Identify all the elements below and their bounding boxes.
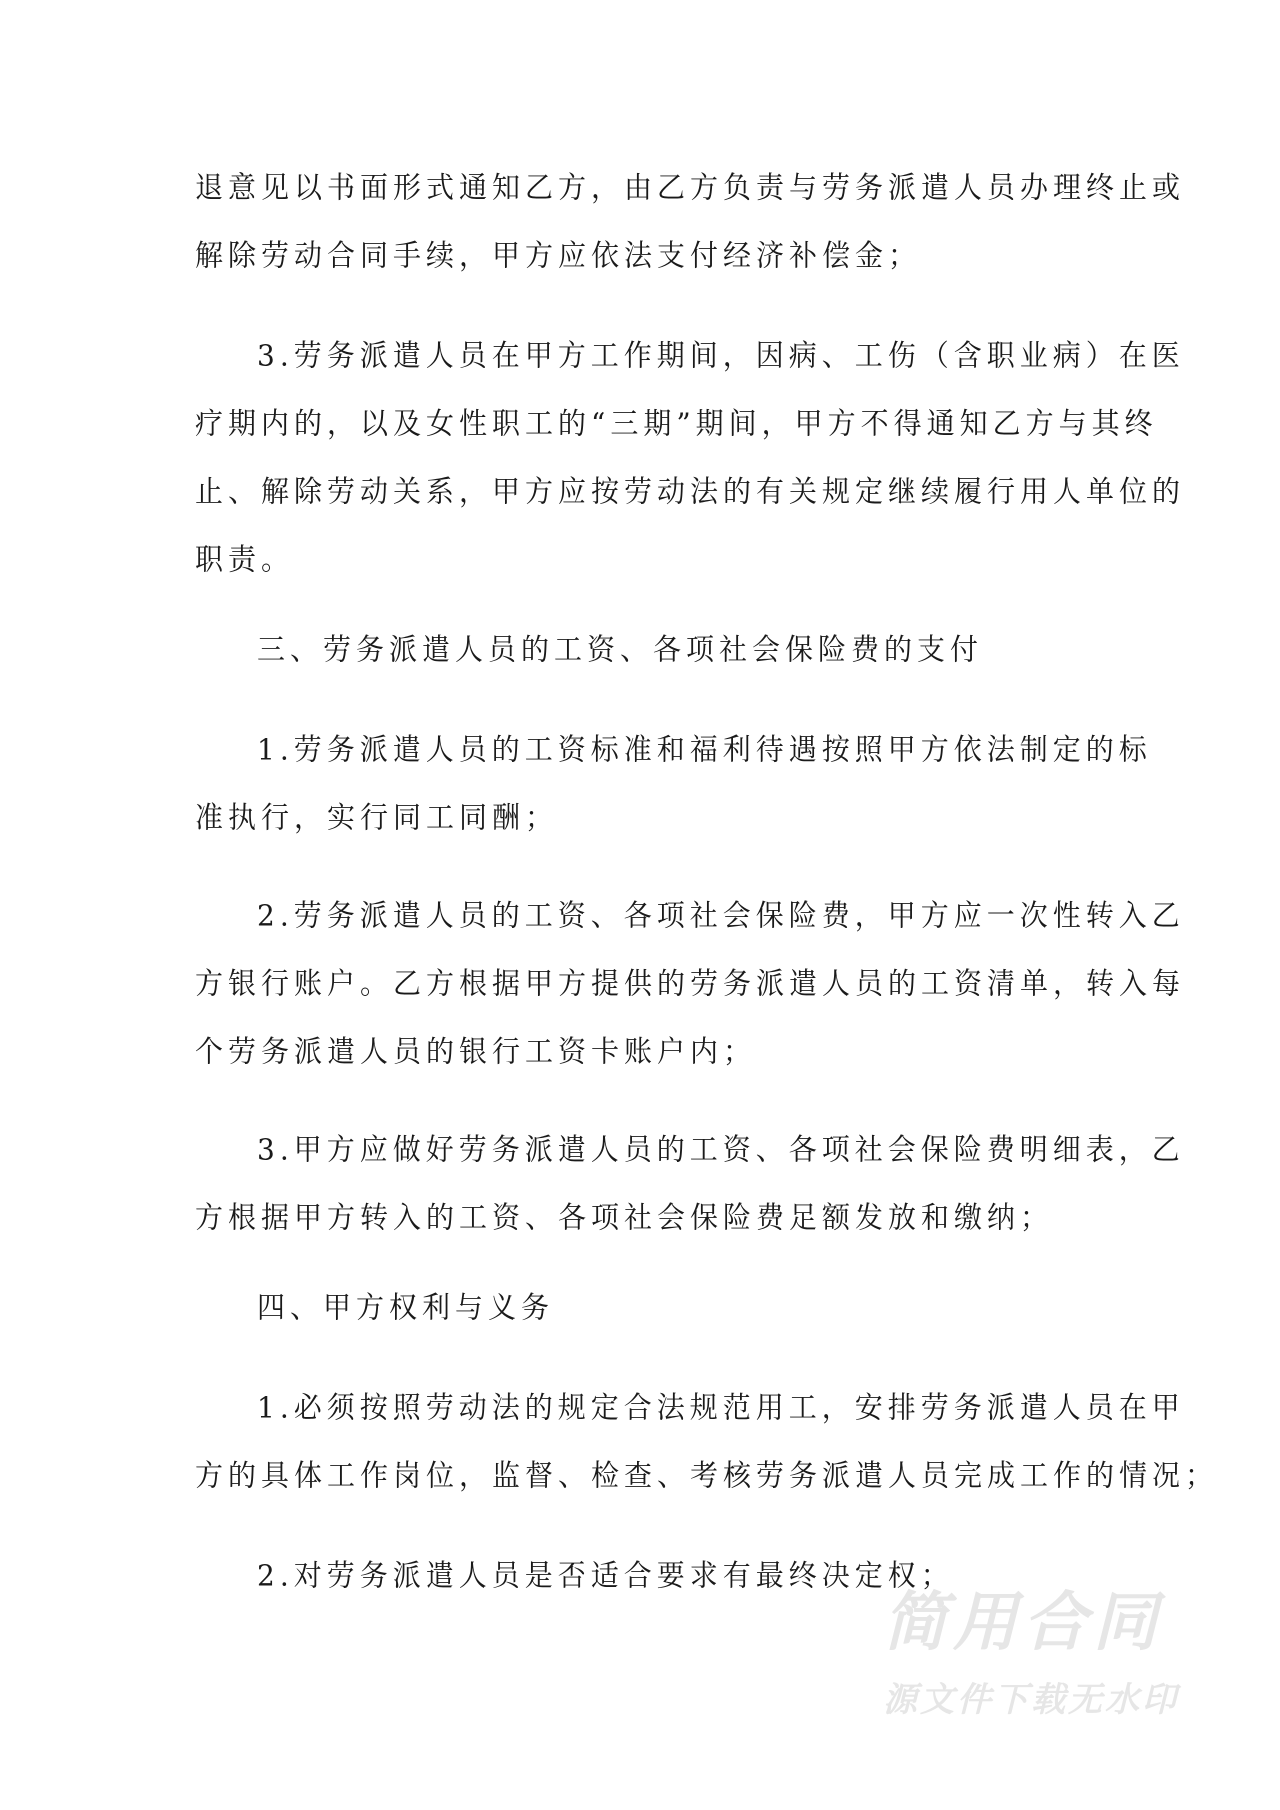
watermark-subtitle: 源文件下载无水印	[883, 1680, 1179, 1720]
body-text-line: 解除劳动合同手续，甲方应依法支付经济补偿金；	[195, 238, 922, 273]
clause-paragraph: 3.甲方应做好劳务派遣人员的工资、各项社会保险费明细表，乙	[257, 1132, 1185, 1167]
body-text-line: 止、解除劳动关系，甲方应按劳动法的有关规定继续履行用人单位的	[195, 474, 1186, 509]
body-text-line: 个劳务派遣人员的银行工资卡账户内；	[195, 1034, 757, 1069]
clause-paragraph: 2.劳务派遣人员的工资、各项社会保险费，甲方应一次性转入乙	[257, 898, 1185, 933]
clause-paragraph: 1.劳务派遣人员的工资标准和福利待遇按照甲方依法制定的标	[257, 732, 1152, 767]
body-text-line: 疗期内的，以及女性职工的“三期”期间，甲方不得通知乙方与其终	[195, 406, 1158, 441]
body-text-line: 方的具体工作岗位，监督、检查、考核劳务派遣人员完成工作的情况；	[195, 1458, 1219, 1493]
body-text-line: 退意见以书面形式通知乙方，由乙方负责与劳务派遣人员办理终止或	[195, 170, 1186, 205]
body-text-line: 准执行，实行同工同酬；	[195, 800, 559, 835]
clause-paragraph: 2.对劳务派遣人员是否适合要求有最终决定权；	[257, 1558, 954, 1593]
section-heading: 三、劳务派遣人员的工资、各项社会保险费的支付	[257, 632, 984, 667]
watermark-logo-text: 简用合同	[883, 1586, 1163, 1660]
section-heading: 四、甲方权利与义务	[257, 1290, 555, 1325]
body-text-line: 方银行账户。乙方根据甲方提供的劳务派遣人员的工资清单，转入每	[195, 966, 1186, 1001]
clause-paragraph: 1.必须按照劳动法的规定合法规范用工，安排劳务派遣人员在甲	[257, 1390, 1185, 1425]
body-text-line: 职责。	[195, 542, 295, 577]
clause-paragraph: 3.劳务派遣人员在甲方工作期间，因病、工伤（含职业病）在医	[257, 338, 1185, 373]
body-text-line: 方根据甲方转入的工资、各项社会保险费足额发放和缴纳；	[195, 1200, 1054, 1235]
